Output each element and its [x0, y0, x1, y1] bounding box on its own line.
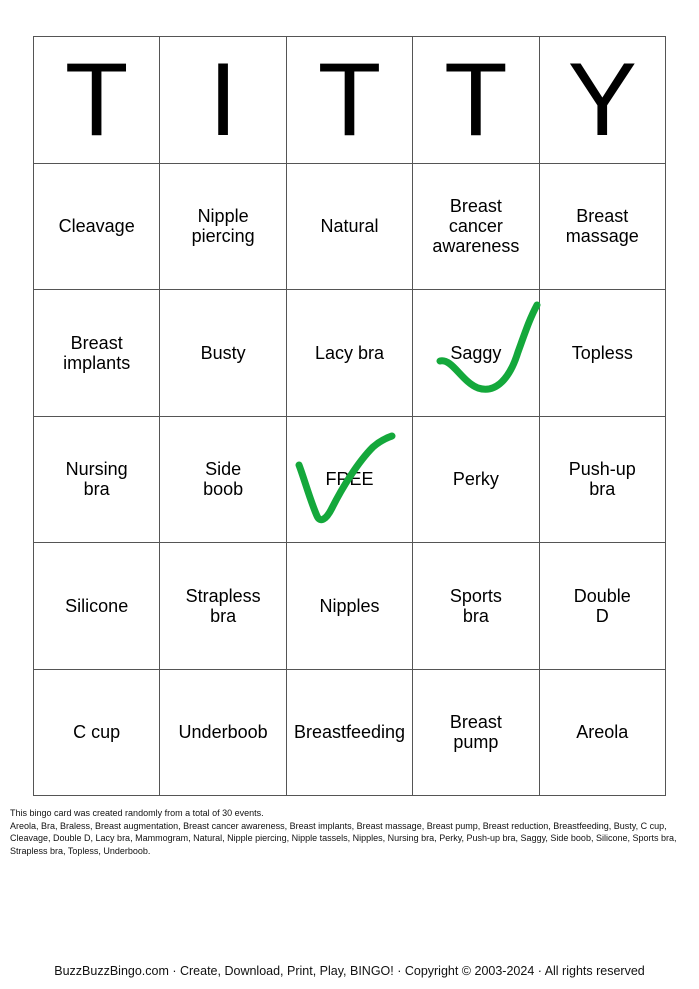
- bingo-cell[interactable]: Breastfeeding: [287, 670, 413, 797]
- bingo-cell[interactable]: Lacy bra: [287, 290, 413, 417]
- bingo-cell[interactable]: Nursing bra: [34, 417, 160, 544]
- bingo-cell[interactable]: Cleavage: [34, 164, 160, 291]
- bingo-board: [33, 36, 666, 796]
- bingo-cell[interactable]: Breast cancer awareness: [413, 164, 539, 291]
- bingo-cell[interactable]: Nipple piercing: [160, 164, 286, 291]
- bingo-cell[interactable]: Breast massage: [540, 164, 666, 291]
- info-summary: This bingo card was created randomly from a total of 30 events.: [10, 808, 264, 818]
- bingo-cell-marked[interactable]: Saggy: [413, 290, 539, 417]
- bingo-cell[interactable]: Strapless bra: [160, 543, 286, 670]
- bingo-cell[interactable]: Breast pump: [413, 670, 539, 797]
- bingo-cell[interactable]: Double D: [540, 543, 666, 670]
- bingo-cell[interactable]: Topless: [540, 290, 666, 417]
- header-letter: I: [160, 37, 286, 164]
- footer-copyright: BuzzBuzzBingo.com · Create, Download, Print, Play, BINGO! · Copyright © 2003-2024 · All rights reserved: [54, 964, 645, 978]
- header-letter: T: [34, 37, 160, 164]
- bingo-cell[interactable]: Underboob: [160, 670, 286, 797]
- bingo-cell[interactable]: Sports bra: [413, 543, 539, 670]
- bingo-cell[interactable]: Busty: [160, 290, 286, 417]
- header-letter: T: [287, 37, 413, 164]
- bingo-cell[interactable]: Silicone: [34, 543, 160, 670]
- bingo-cell[interactable]: Breast implants: [34, 290, 160, 417]
- card-info: [10, 807, 682, 857]
- bingo-cell[interactable]: Natural: [287, 164, 413, 291]
- header-letter: Y: [540, 37, 666, 164]
- info-event-list: Areola, Bra, Braless, Breast augmentation, Breast cancer awareness, Breast implants, Breast massage, Breast pump, Breast reduction, Breastfeeding, Busty, C cup, Cleavage, Double D, Lacy bra, Mammogram, Natural, Nipple piercing, Nipple tassels, Nipples, Nursing bra, Perky, Push-up bra, Saggy, Side boob, Silicone, Sports bra, Strapless bra, Topless, Underboob.: [10, 820, 677, 856]
- bingo-cell[interactable]: Areola: [540, 670, 666, 797]
- bingo-cell[interactable]: Push-up bra: [540, 417, 666, 544]
- bingo-cell[interactable]: C cup: [34, 670, 160, 797]
- bingo-cell[interactable]: Perky: [413, 417, 539, 544]
- header-letter: T: [413, 37, 539, 164]
- bingo-cell[interactable]: Nipples: [287, 543, 413, 670]
- free-cell[interactable]: FREE: [287, 417, 413, 544]
- bingo-cell[interactable]: Side boob: [160, 417, 286, 544]
